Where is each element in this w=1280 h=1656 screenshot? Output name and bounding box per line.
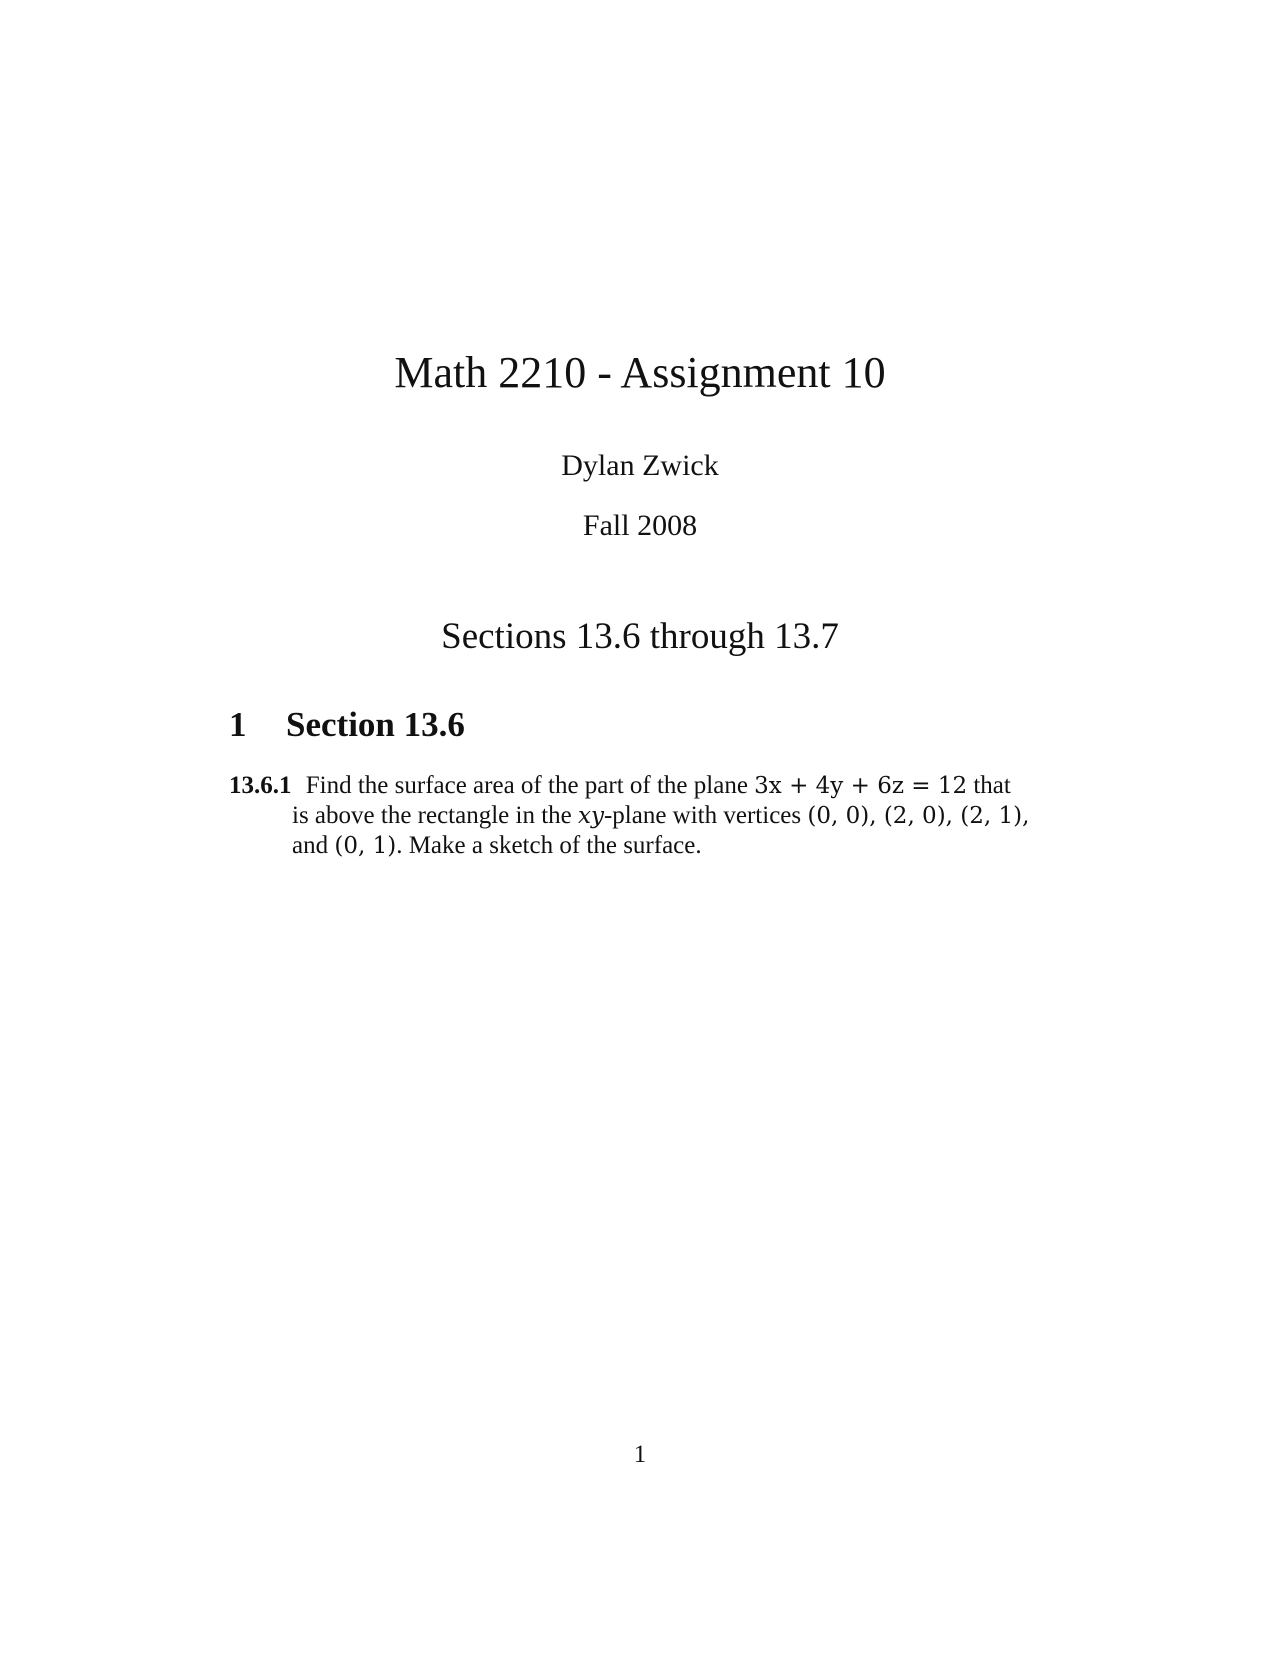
problem-text: and [292, 832, 329, 859]
plane-equation: 3x + 4y + 6z = 12 [754, 773, 968, 799]
page-number: 1 [633, 1441, 647, 1468]
problem-text: is above the rectangle in the [292, 802, 572, 829]
problem-13-6-1 [229, 771, 1049, 861]
section-heading [229, 703, 465, 747]
xy-variable [578, 803, 604, 829]
problem-line-3 [229, 831, 1049, 861]
problem-text: that [973, 772, 1011, 799]
problem-line-2 [229, 801, 1049, 831]
xy-variable-text: xy [578, 803, 604, 829]
document-author: Dylan Zwick [561, 449, 719, 482]
document-title: Math 2210 - Assignment 10 [394, 348, 886, 397]
vertex: (0, 1) [334, 833, 397, 859]
sections-heading: Sections 13.6 through 13.7 [441, 616, 839, 657]
section-number: 1 [229, 705, 247, 744]
vertices-list: (0, 0), (2, 0), (2, 1), [807, 803, 1030, 829]
section-title: Section 13.6 [286, 705, 465, 744]
problem-line-1 [229, 771, 1049, 801]
problem-number: 13.6.1 [229, 772, 292, 799]
problem-text: . Make a sketch of the surface. [396, 832, 702, 859]
document-date: Fall 2008 [582, 509, 698, 542]
problem-text: -plane with vertices [603, 802, 802, 829]
problem-text: Find the surface area of the part of the plane [305, 772, 748, 799]
